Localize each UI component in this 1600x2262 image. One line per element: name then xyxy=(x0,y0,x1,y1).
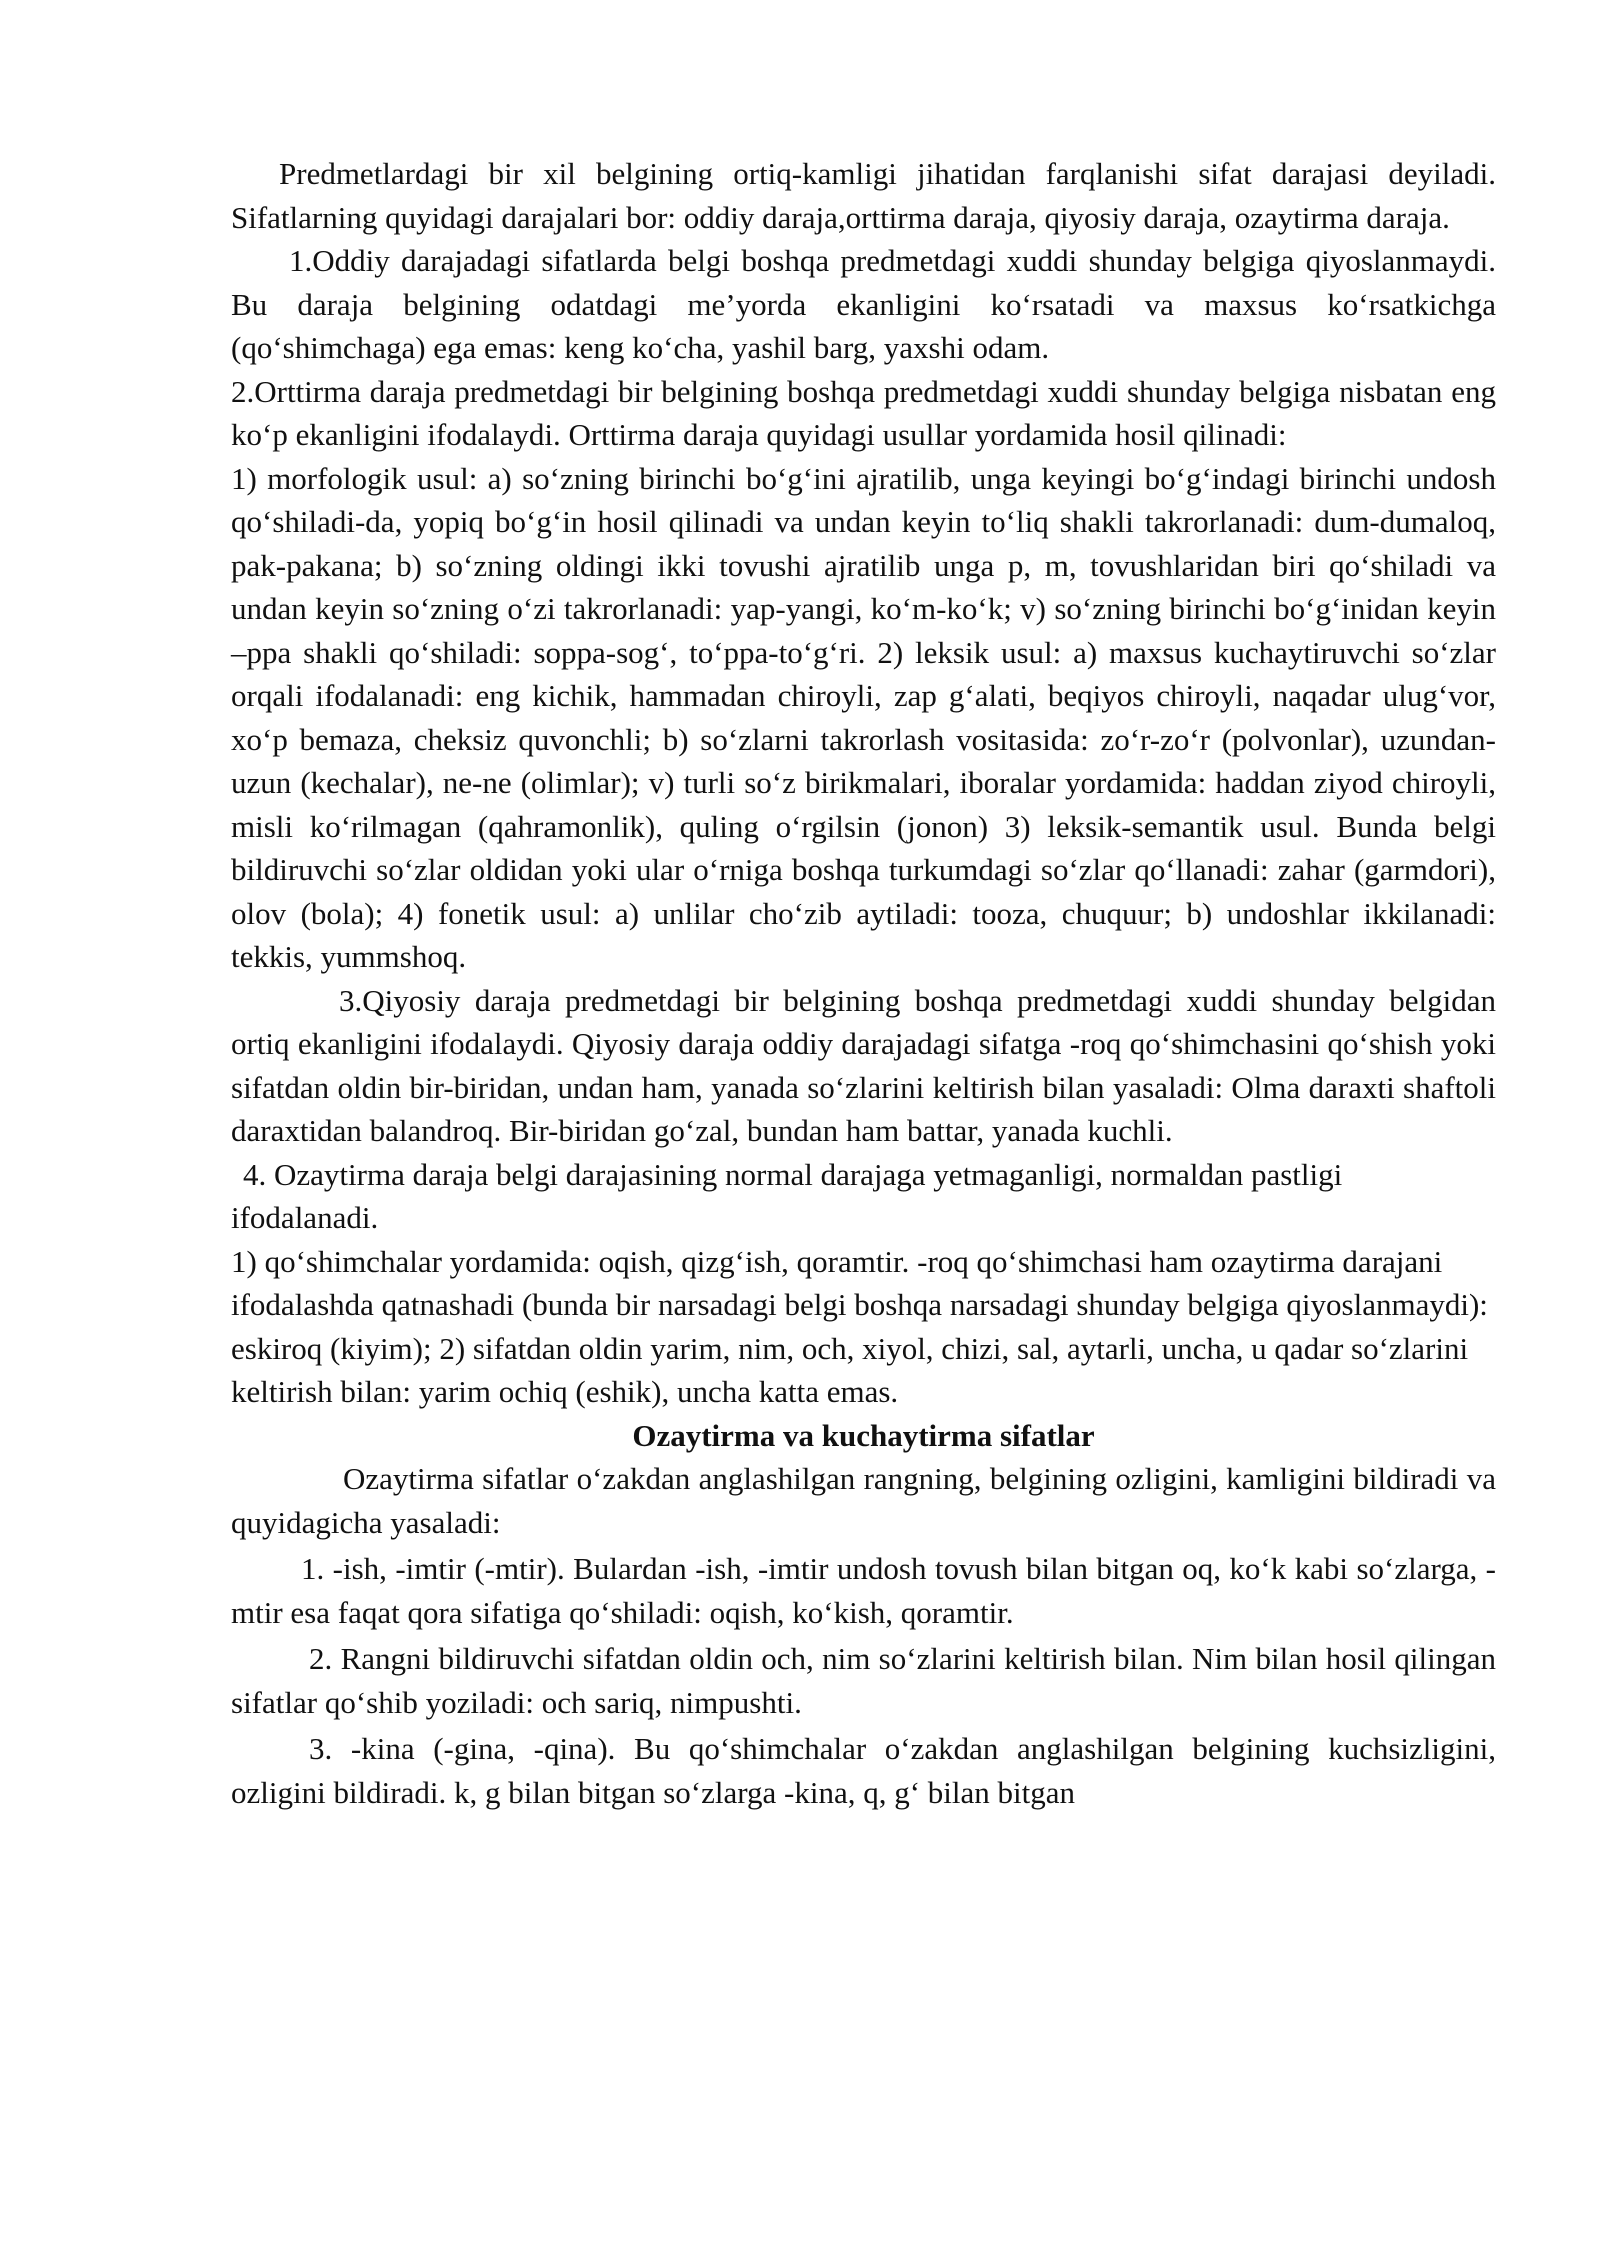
paragraph-intro: Predmetlardagi bir xil belgining ortiq-kamligi jihatidan farqlanishi sifat darajasi deyiladi. Sifatlarning quyidagi darajalari bor: oddiy daraja,orttirma daraja, qiyosiy daraja, ozaytirma daraja. xyxy=(231,156,1496,235)
paragraph-orttirma-usullar: 1) morfologik usul: a) so‘zning birinchi bo‘g‘ini ajratilib, unga keyingi bo‘g‘indagi birinchi undosh qo‘shiladi-da, yopiq bo‘g‘in hosil qilinadi va undan keyin to‘liq shakli takrorlanadi: dum-dumaloq, pak-pakana; b) so‘zning oldingi ikki tovushi ajratilib unga p, m, tovushlaridan biri qo‘shiladi va undan keyin so‘zning o‘zi takrorlanadi: yap-yangi, ko‘m-ko‘k; v) so‘zning birinchi bo‘g‘inidan keyin –ppa shakli qo‘shiladi: soppa-sog‘, to‘ppa-to‘g‘ri. 2) leksik usul: a) maxsus kuchaytiruvchi so‘zlar orqali ifodalanadi: eng kichik, hammadan chiroyli, zap g‘alati, beqiyos chiroyli, naqadar ulug‘vor, xo‘p bemaza, cheksiz quvonchli; b) so‘zlarni takrorlash vositasida: zo‘r-zo‘r (polvonlar), uzundan-uzun (kechalar), ne-ne (olimlar); v) turli so‘z birikmalari, iboralar yordamida: haddan ziyod chiroyli, misli ko‘rilmagan (qahramonlik), quling o‘rgilsin (jonon) 3) leksik-semantik usul. Bunda belgi bildiruvchi so‘zlar oldidan yoki ular o‘rniga boshqa turkumdagi so‘zlar qo‘llanadi: zahar (garmdori), olov (bola); 4) fonetik usul: a) unlilar cho‘zib aytiladi: tooza, chuquur; b) undoshlar ikkilanadi: tekkis, yummshoq. xyxy=(231,460,1496,974)
paragraph-ozaytirma-usullar: 1) qo‘shimchalar yordamida: oqish, qizg‘ish, qoramtir. -roq qo‘shimchasi ham ozaytirma darajani ifodalashda qatnashadi (bunda bir narsadagi belgi boshqa narsadagi shunday belgiga qiyoslanmaydi): eskiroq (kiyim); 2) sifatdan oldin yarim, nim, och, xiyol, chizi, sal, aytarli, uncha, u qadar so‘zlarini keltirish bilan: yarim ochiq (eshik), uncha katta emas. xyxy=(231,1243,1488,1409)
paragraph-oddiy-daraja: 1.Oddiy darajadagi sifatlarda belgi boshqa predmetdagi xuddi shunday belgiga qiyoslanmaydi. Bu daraja belgining odatdagi me’yorda ekanligini ko‘rsatadi va maxsus ko‘rsatkichga (qo‘shimchaga) ega emas: keng ko‘cha, yashil barg, yaxshi odam. xyxy=(231,243,1496,365)
paragraph-kina-gina: 3. -kina (-gina, -qina). Bu qo‘shimchalar o‘zakdan anglashilgan belgining kuchsizligini, ozligini bildiradi. k, g bilan bitgan so‘zlarga -kina, q, g‘ bilan bitgan xyxy=(231,1731,1496,1810)
paragraph-ozaytirma-daraja: 4. Ozaytirma daraja belgi darajasining normal darajaga yetmaganligi, normaldan pastligi ifodalanadi. xyxy=(231,1156,1343,1235)
paragraph-ish-imtir: 1. -ish, -imtir (-mtir). Bulardan -ish, -imtir undosh tovush bilan bitgan oq, ko‘k kabi so‘zlarga, -mtir esa faqat qora sifatiga qo‘shiladi: oqish, ko‘kish, qoramtir. xyxy=(231,1551,1496,1630)
paragraph-orttirma-daraja: 2.Orttirma daraja predmetdagi bir belgining boshqa predmetdagi xuddi shunday belgiga nisbatan eng ko‘p ekanligini ifodalaydi. Orttirma daraja quyidagi usullar yordamida hosil qilinadi: xyxy=(231,373,1496,452)
document-page xyxy=(231,152,1496,1814)
paragraph-qiyosiy-daraja: 3.Qiyosiy daraja predmetdagi bir belgining boshqa predmetdagi xuddi shunday belgidan ortiq ekanligini ifodalaydi. Qiyosiy daraja oddiy darajadagi sifatga -roq qo‘shimchasini qo‘shish yoki sifatdan oldin bir-biridan, undan ham, yanada so‘zlarini keltirish bilan yasaladi: Olma daraxti shaftoli daraxtidan balandroq. Bir-biridan go‘zal, bundan ham battar, yanada kuchli. xyxy=(231,982,1496,1148)
section-heading: Ozaytirma va kuchaytirma sifatlar xyxy=(632,1417,1095,1453)
paragraph-ozaytirma-sifatlar: Ozaytirma sifatlar o‘zakdan anglashilgan rangning, belgining ozligini, kamligini bildiradi va quyidagicha yasaladi: xyxy=(231,1461,1496,1540)
paragraph-och-nim: 2. Rangni bildiruvchi sifatdan oldin och, nim so‘zlarini keltirish bilan. Nim bilan hosil qilingan sifatlar qo‘shib yoziladi: och sariq, nimpushti. xyxy=(231,1641,1496,1720)
